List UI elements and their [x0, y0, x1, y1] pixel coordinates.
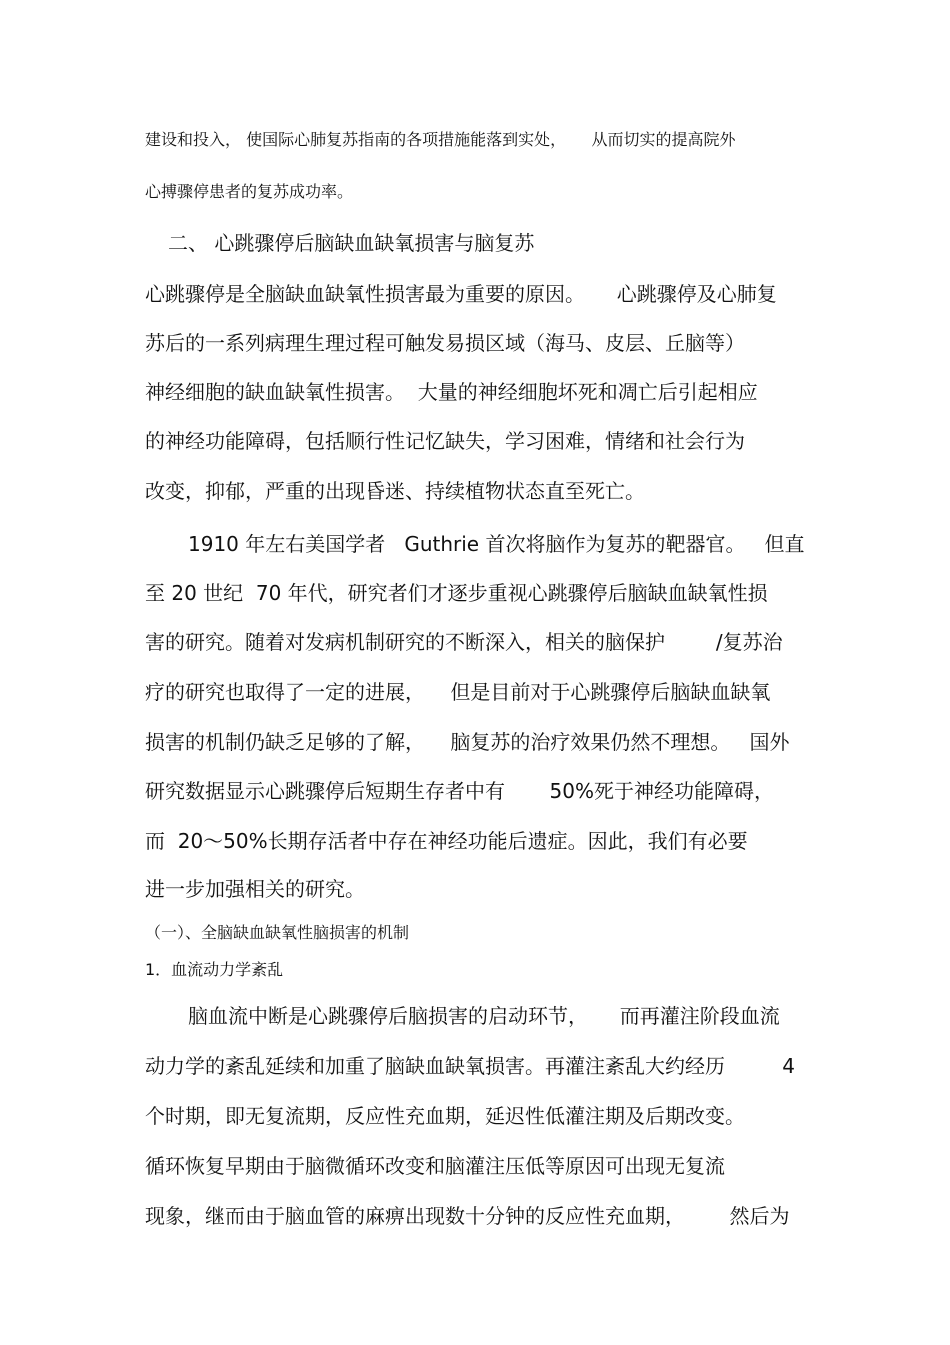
paragraph-line-16: 脑血流中断是心跳骤停后脑损害的启动环节， 而再灌注阶段血流	[188, 1004, 780, 1028]
paragraph-line-9: 至 20 世纪 70 年代，研究者们才逐步重视心跳骤停后脑缺血缺氧性损	[145, 581, 768, 605]
paragraph-line-12: 损害的机制仍缺乏足够的了解， 脑复苏的治疗效果仍然不理想。 国外	[145, 730, 790, 754]
paragraph-line-14: 而 20～50%长期存活者中存在神经功能后遗症。因此，我们有必要	[145, 829, 748, 853]
paragraph-line-1: 建设和投入， 使国际心肺复苏指南的各项措施能落到实处， 从而切实的提高院外	[145, 130, 736, 149]
paragraph-line-2: 心搏骤停患者的复苏成功率。	[145, 182, 354, 201]
subsubsection-heading: 1．血流动力学紊乱	[145, 960, 284, 979]
paragraph-line-11: 疗的研究也取得了一定的进展， 但是目前对于心跳骤停后脑缺血缺氧	[145, 680, 771, 704]
section-heading: 二、 心跳骤停后脑缺血缺氧损害与脑复苏	[168, 231, 535, 255]
paragraph-line-18: 个时期，即无复流期，反应性充血期，延迟性低灌注期及后期改变。	[145, 1104, 745, 1128]
paragraph-line-17: 动力学的紊乱延续和加重了脑缺血缺氧损害。再灌注紊乱大约经历 4	[145, 1054, 795, 1078]
subsection-heading: （一）、全脑缺血缺氧性脑损害的机制	[145, 923, 410, 942]
paragraph-line-8: 1910 年左右美国学者 Guthrie 首次将脑作为复苏的靶器官。 但直	[188, 532, 805, 556]
paragraph-line-5: 神经细胞的缺血缺氧性损害。 大量的神经细胞坏死和凋亡后引起相应	[145, 380, 758, 404]
paragraph-line-20: 现象，继而由于脑血管的麻痹出现数十分钟的反应性充血期， 然后为	[145, 1204, 790, 1228]
paragraph-line-3: 心跳骤停是全脑缺血缺氧性损害最为重要的原因。 心跳骤停及心肺复	[145, 282, 777, 306]
paragraph-line-6: 的神经功能障碍，包括顺行性记忆缺失，学习困难，情绪和社会行为	[145, 429, 745, 453]
paragraph-line-4: 苏后的一系列病理生理过程可触发易损区域（海马、皮层、丘脑等）	[145, 331, 745, 355]
paragraph-line-19: 循环恢复早期由于脑微循环改变和脑灌注压低等原因可出现无复流	[145, 1154, 725, 1178]
paragraph-line-7: 改变，抑郁，严重的出现昏迷、持续植物状态直至死亡。	[145, 479, 645, 503]
paragraph-line-15: 进一步加强相关的研究。	[145, 877, 365, 901]
paragraph-line-10: 害的研究。随着对发病机制研究的不断深入，相关的脑保护 /复苏治	[145, 630, 783, 654]
paragraph-line-13: 研究数据显示心跳骤停后短期生存者中有 50%死于神经功能障碍，	[145, 779, 774, 803]
